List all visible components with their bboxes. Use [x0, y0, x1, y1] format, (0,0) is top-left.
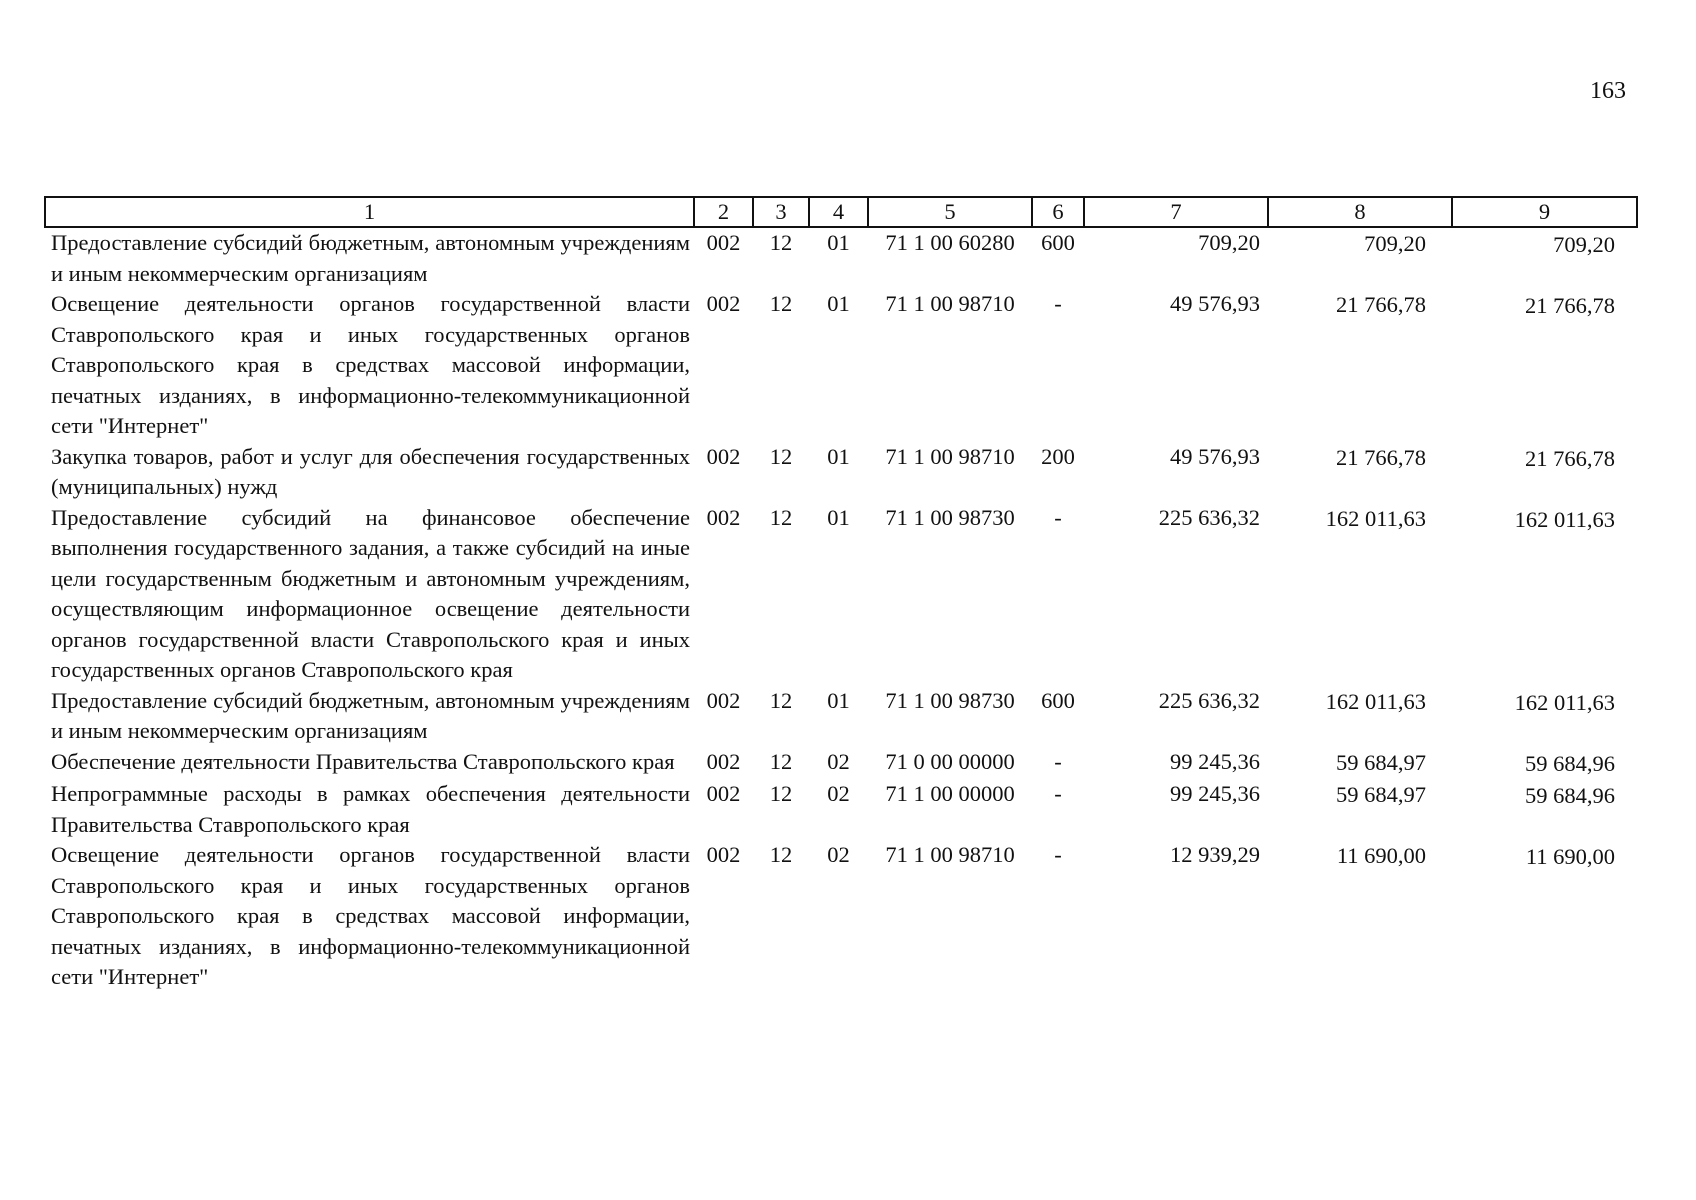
row-code-6: 200 [1041, 443, 1075, 469]
row-code-6: - [1054, 291, 1062, 316]
row-code-6: - [1054, 748, 1062, 774]
row-code-3: 12 [769, 291, 793, 316]
row-code-3: 12 [769, 842, 793, 867]
row-code-4: 01 [827, 443, 850, 469]
row-code-4: 02 [827, 842, 850, 867]
row-code-3: 12 [769, 443, 793, 469]
table-row [45, 747, 1637, 780]
table-header [45, 197, 1637, 227]
row-amount-7: 49 576,93 [1170, 291, 1260, 316]
row-amount-8: 59 684,97 [1336, 749, 1426, 775]
header-col-4: 4 [809, 197, 868, 227]
row-amount-9: 162 011,63 [1514, 689, 1615, 715]
row-code-2: 002 [706, 291, 741, 316]
header-col-8: 8 [1268, 197, 1452, 227]
row-name: Освещение деятельности органов государственной власти Ставропольского края и иных государственных органов Ставропольского края в средствах массовой информации, печатных изданиях, в информационно-телекоммуникационной сети "Интернет" [51, 842, 690, 989]
header-col-5: 5 [868, 197, 1032, 227]
row-code-6: - [1054, 781, 1062, 806]
row-amount-8: 21 766,78 [1336, 292, 1426, 317]
row-code-4: 01 [827, 291, 850, 316]
table-row [45, 779, 1637, 840]
row-amount-8: 21 766,78 [1336, 444, 1426, 470]
row-amount-7: 99 245,36 [1170, 748, 1260, 774]
row-amount-9: 11 690,00 [1525, 844, 1615, 869]
row-amount-9: 59 684,96 [1525, 750, 1615, 776]
row-code-4: 02 [827, 748, 850, 774]
row-code-3: 12 [769, 504, 793, 530]
row-amount-7: 49 576,93 [1170, 443, 1260, 469]
row-amount-9: 162 011,63 [1514, 506, 1615, 532]
header-col-6: 6 [1032, 197, 1084, 227]
row-code-6: 600 [1041, 230, 1075, 255]
row-code-2: 002 [706, 443, 741, 469]
row-code-5: 71 1 00 60280 [885, 230, 1015, 255]
row-name: Закупка товаров, работ и услуг для обеспечения государственных (муниципальных) нужд [51, 443, 690, 499]
row-code-5: 71 1 00 98710 [885, 291, 1015, 316]
row-name: Предоставление субсидий бюджетным, автономным учреждениям и иным некоммерческим организациям [51, 230, 690, 286]
row-name: Непрограммные расходы в рамках обеспечения деятельности Правительства Ставропольского края [51, 781, 690, 837]
row-amount-7: 709,20 [1198, 230, 1260, 255]
row-code-5: 71 1 00 00000 [885, 781, 1015, 806]
row-amount-9: 59 684,96 [1525, 783, 1615, 808]
row-name: Обеспечение деятельности Правительства Ставропольского края [51, 748, 675, 774]
row-code-4: 02 [827, 781, 850, 806]
row-code-5: 71 1 00 98710 [885, 443, 1015, 469]
row-amount-7: 99 245,36 [1170, 781, 1260, 806]
table-row [45, 289, 1637, 442]
header-col-3: 3 [753, 197, 809, 227]
table-row [45, 686, 1637, 747]
row-code-3: 12 [769, 687, 793, 713]
row-amount-8: 162 011,63 [1325, 505, 1426, 531]
row-amount-9: 21 766,78 [1525, 445, 1615, 471]
table-row [45, 442, 1637, 503]
header-row [45, 197, 1637, 227]
row-code-2: 002 [706, 504, 741, 530]
row-code-6: - [1054, 842, 1062, 867]
row-code-5: 71 1 00 98710 [885, 842, 1015, 867]
header-col-2: 2 [694, 197, 753, 227]
table-row [45, 840, 1637, 993]
row-name: Освещение деятельности органов государственной власти Ставропольского края и иных государственных органов Ставропольского края в средствах массовой информации, печатных изданиях, в информационно-телекоммуникационной сети "Интернет" [51, 291, 690, 438]
budget-table [44, 196, 1638, 993]
row-amount-7: 225 636,32 [1158, 504, 1260, 530]
header-col-7: 7 [1084, 197, 1268, 227]
row-code-5: 71 1 00 98730 [885, 504, 1015, 530]
row-amount-8: 59 684,97 [1336, 782, 1426, 807]
row-amount-9: 709,20 [1553, 232, 1615, 257]
row-code-5: 71 0 00 00000 [885, 748, 1015, 774]
row-code-6: - [1054, 504, 1062, 530]
row-amount-9: 21 766,78 [1525, 293, 1615, 318]
row-code-2: 002 [706, 687, 741, 713]
header-col-1: 1 [45, 197, 694, 227]
row-amount-7: 225 636,32 [1158, 687, 1260, 713]
row-code-2: 002 [706, 230, 741, 255]
row-code-4: 01 [827, 687, 850, 713]
row-code-3: 12 [769, 230, 793, 255]
row-code-2: 002 [706, 781, 741, 806]
row-code-6: 600 [1041, 687, 1075, 713]
table-row [45, 503, 1637, 686]
row-amount-8: 11 690,00 [1336, 843, 1426, 868]
row-amount-8: 709,20 [1364, 231, 1426, 256]
row-code-4: 01 [827, 504, 850, 530]
header-col-9: 9 [1452, 197, 1637, 227]
table-row [45, 227, 1637, 289]
row-name: Предоставление субсидий на финансовое обеспечение выполнения государственного задания, а также субсидий на иные цели государственным бюджетным и автономным учреждениям, осуществляющим информационное освещение деятельности органов государственной власти Ставропольского края и иных государственных органов Ставропольского края [51, 504, 690, 682]
row-amount-7: 12 939,29 [1170, 842, 1260, 867]
row-code-2: 002 [706, 748, 741, 774]
row-amount-8: 162 011,63 [1325, 688, 1426, 714]
row-name: Предоставление субсидий бюджетным, автономным учреждениям и иным некоммерческим организациям [51, 687, 690, 743]
row-code-3: 12 [769, 781, 793, 806]
row-code-2: 002 [706, 842, 741, 867]
row-code-4: 01 [827, 230, 850, 255]
row-code-3: 12 [769, 748, 793, 774]
row-code-5: 71 1 00 98730 [885, 687, 1015, 713]
table-body [45, 227, 1637, 993]
page-number: 163 [1590, 78, 1626, 104]
